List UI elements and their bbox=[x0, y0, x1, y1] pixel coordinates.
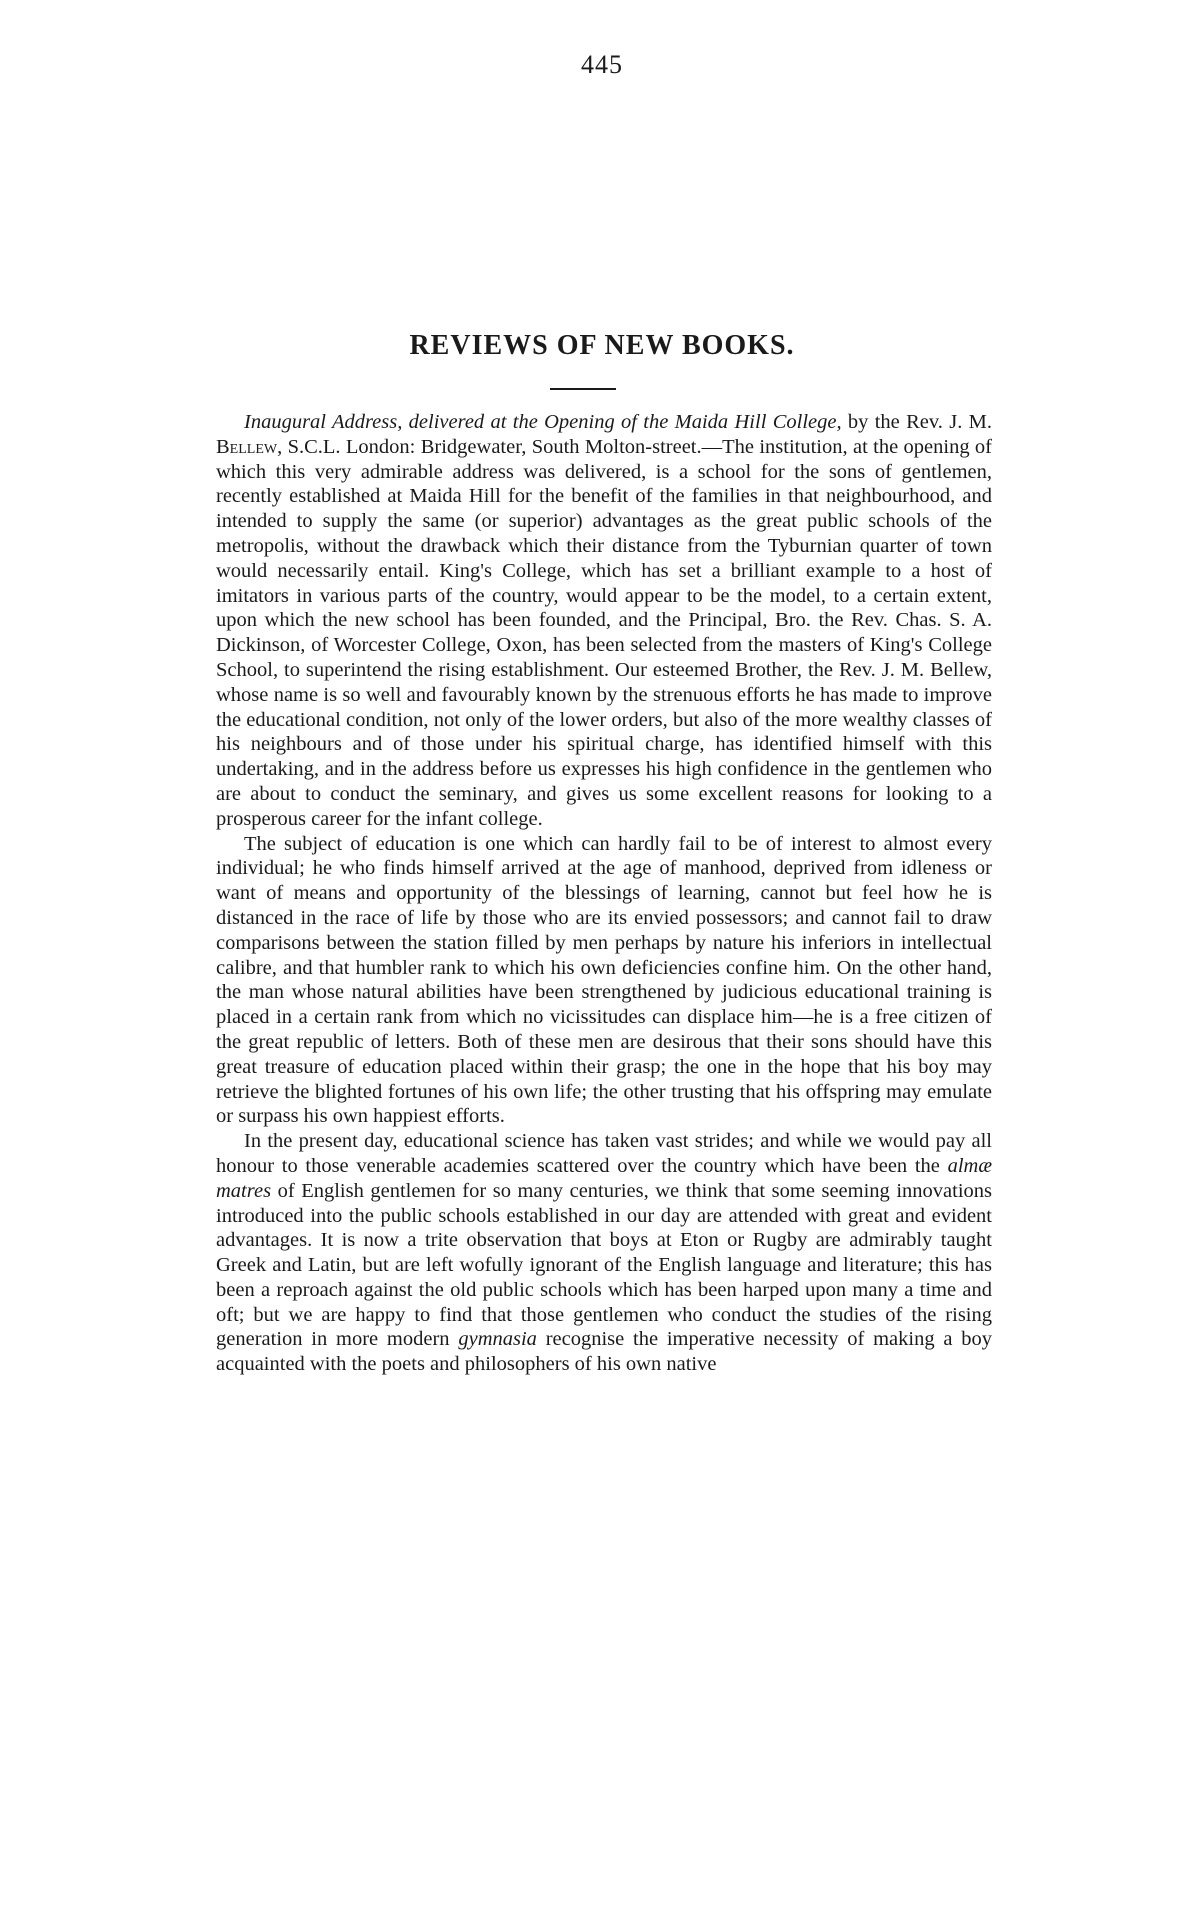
page-number: 445 bbox=[581, 50, 623, 79]
paragraph-1 bbox=[216, 410, 992, 832]
book-title: Inaugural Address, delivered at the Opening of the Maida Hill College, bbox=[244, 411, 842, 433]
author-name: Bellew bbox=[216, 435, 278, 458]
paragraph-3-text-b: of English gentlemen for so many centuries, we think that some seeming innovations introduced into the public schools established in our day are attended with great and evident advantages. It is now a trite observation that boys at Eton or Rugby are admirably taught Greek and Latin, but are left wofully ignorant of the English language and literature; this has been a reproach against the old public schools which has been harped upon many a time and oft; but we are happy to find that those gentlemen who conduct the studies of the rising generation in more modern bbox=[216, 1179, 992, 1351]
paragraph-3-italic-2: gymnasia bbox=[458, 1328, 537, 1351]
byline-text: by the Rev. J. M. bbox=[841, 411, 992, 433]
paragraph-3 bbox=[216, 1129, 992, 1377]
paragraph-2: The subject of education is one which can hardly fail to be of interest to almost every individual; he who finds himself arrived at the age of manhood, deprived from idleness or want of means and opportunity of the blessings of learning, cannot but feel how he is distanced in the race of life by those who are its envied possessors; and cannot fail to draw comparisons between the station filled by men perhaps by nature his inferiors in intellectual calibre, and that humbler rank to which his own deficiencies confine him. On the other hand, the man whose natural abilities have been strengthened by judicious educational training is placed in a certain rank from which no vicissitudes can displace him—he is a free citizen of the great republic of letters. Both of these men are desirous that their sons should have this great treasure of education placed within their grasp; the one in the hope that his boy may retrieve the blighted fortunes of his own life; the other trusting that his offspring may emulate or surpass his own happiest efforts. bbox=[216, 832, 992, 1128]
title-rule bbox=[550, 388, 616, 390]
paragraph-3-text-a: In the present day, educational science has taken vast strides; and while we would pay all honour to those venerable academies scattered over the country which have been the bbox=[216, 1130, 992, 1177]
paragraph-3-text-c: recognise the imperative necessity of making a boy acquainted with the poets and philosophers of his own native bbox=[216, 1328, 992, 1376]
paragraph-1-text: , S.C.L. London: Bridgewater, South Molton-street.—The institution, at the opening of which this very admirable address was delivered, is a school for the sons of gentlemen, recently established at Maida Hill for the benefit of the families in that neighbourhood, and intended to supply the same (or superior) advantages as the great public schools of the metropolis, without the drawback which their distance from the Tyburnian quarter of town would necessarily entail. King's College, which has set a brilliant example to a host of imitators in various parts of the country, would appear to be the model, to a certain extent, upon which the new school has been founded, and the Principal, Bro. the Rev. Chas. S. A. Dickinson, of Worcester College, Oxon, has been selected from the masters of King's College School, to superintend the rising establishment. Our esteemed Brother, the Rev. J. M. Bellew, whose name is so well and favourably known by the strenuous efforts he has made to improve the educational condition, not only of the lower orders, but also of the more wealthy classes of his neighbours and of those under his spiritual charge, has identified himself with this undertaking, and in the address before us expresses his high confidence in the gentlemen who are about to conduct the seminary, and gives us some excellent reasons for looking to a prosperous career for the infant college. bbox=[216, 435, 992, 830]
article-body bbox=[216, 410, 992, 1377]
paragraph-3-italic-1: almæ matres bbox=[216, 1154, 992, 1202]
section-title: REVIEWS OF NEW BOOKS. bbox=[409, 330, 795, 361]
